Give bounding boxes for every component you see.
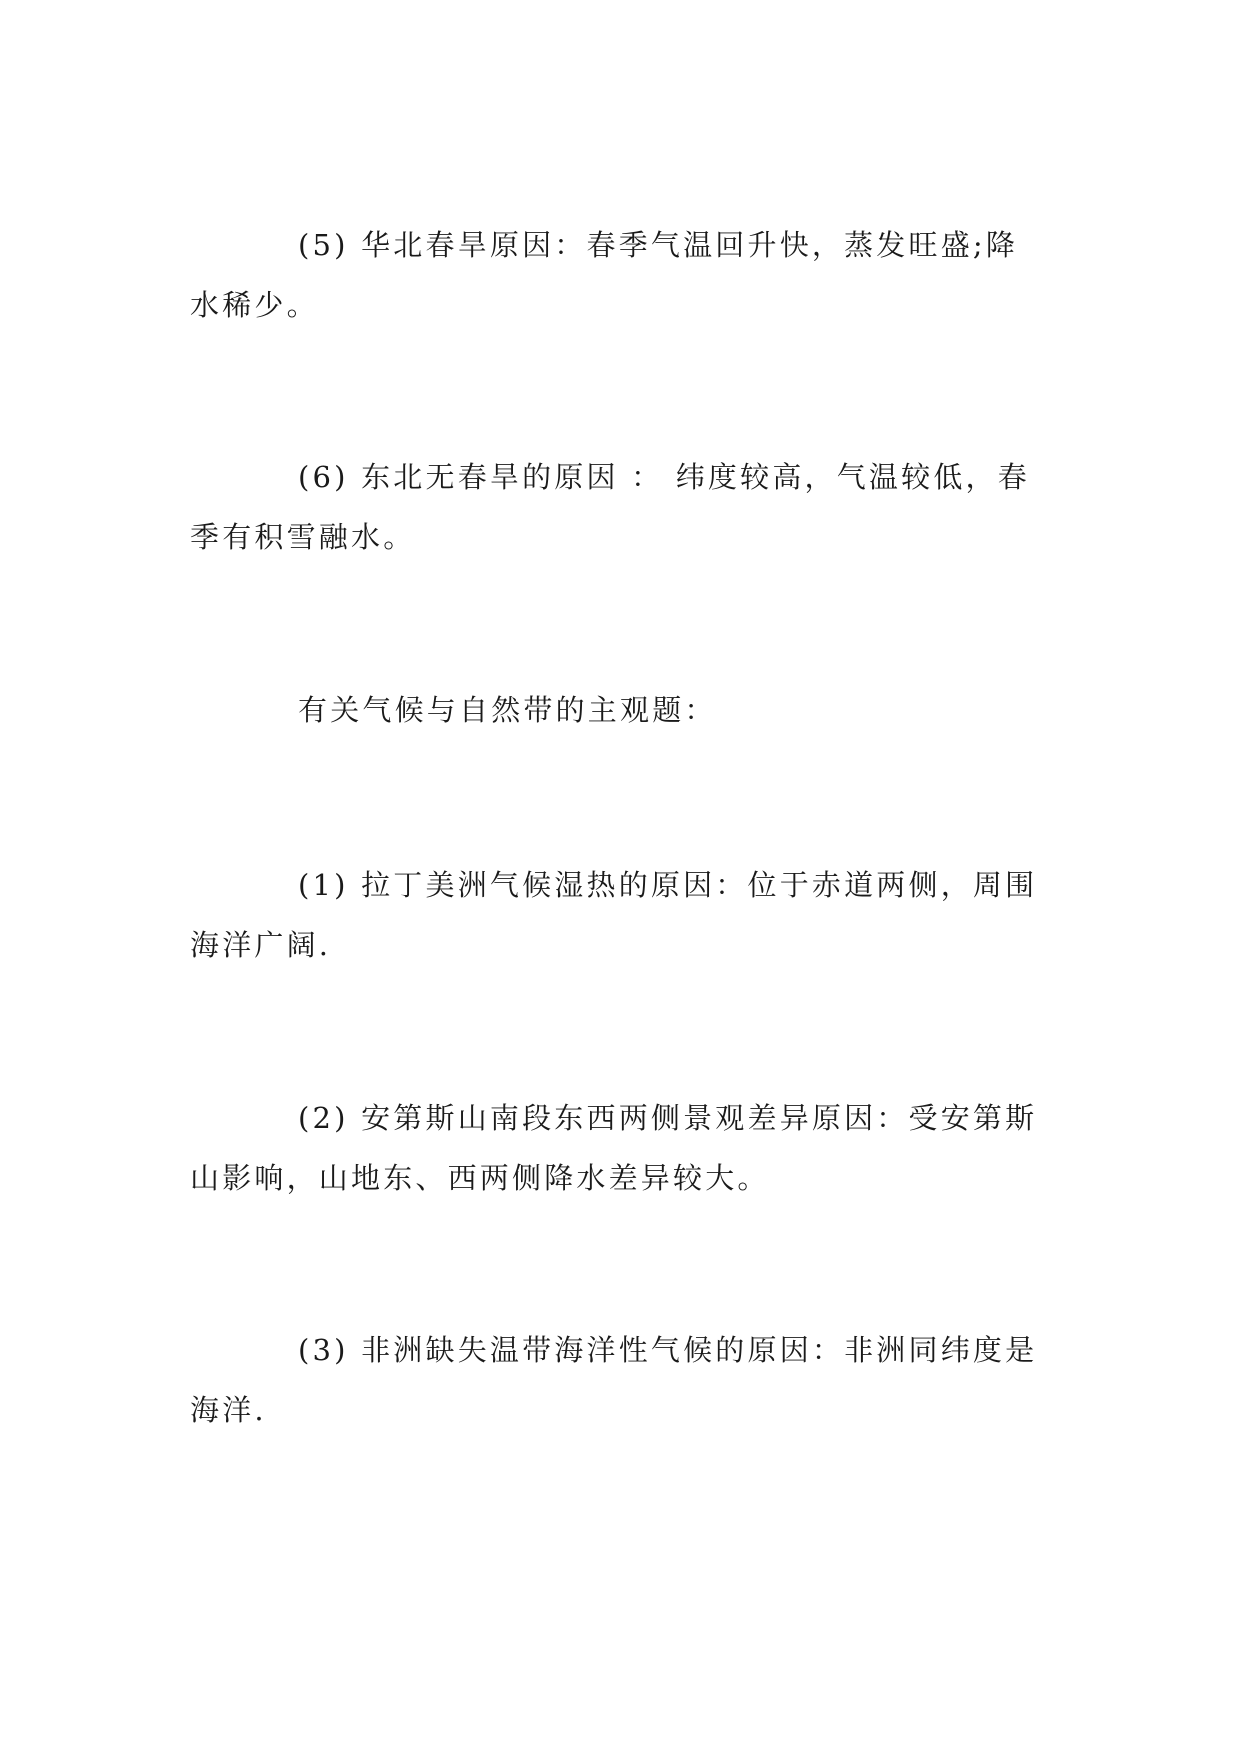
paragraph-huabei-spring-drought: (5) 华北春旱原因：春季气温回升快，蒸发旺盛;降水稀少。 xyxy=(190,228,1019,322)
paragraph-dongbei-no-spring-drought: (6) 东北无春旱的原因 ： 纬度较高，气温较低，春季有积雪融水。 xyxy=(190,460,1030,554)
section-heading-climate-natural-zones: 有关气候与自然带的主观题： xyxy=(298,693,717,727)
paragraph-africa-missing-oceanic-climate: (3) 非洲缺失温带海洋性气候的原因：非洲同纬度是海洋. xyxy=(190,1333,1038,1427)
paragraph-latin-america-climate: (1) 拉丁美洲气候湿热的原因：位于赤道两侧，周围海洋广阔. xyxy=(190,868,1038,962)
paragraph-andes-landscape-difference: (2) 安第斯山南段东西两侧景观差异原因：受安第斯山影响，山地东、西两侧降水差异较大。 xyxy=(190,1101,1038,1195)
